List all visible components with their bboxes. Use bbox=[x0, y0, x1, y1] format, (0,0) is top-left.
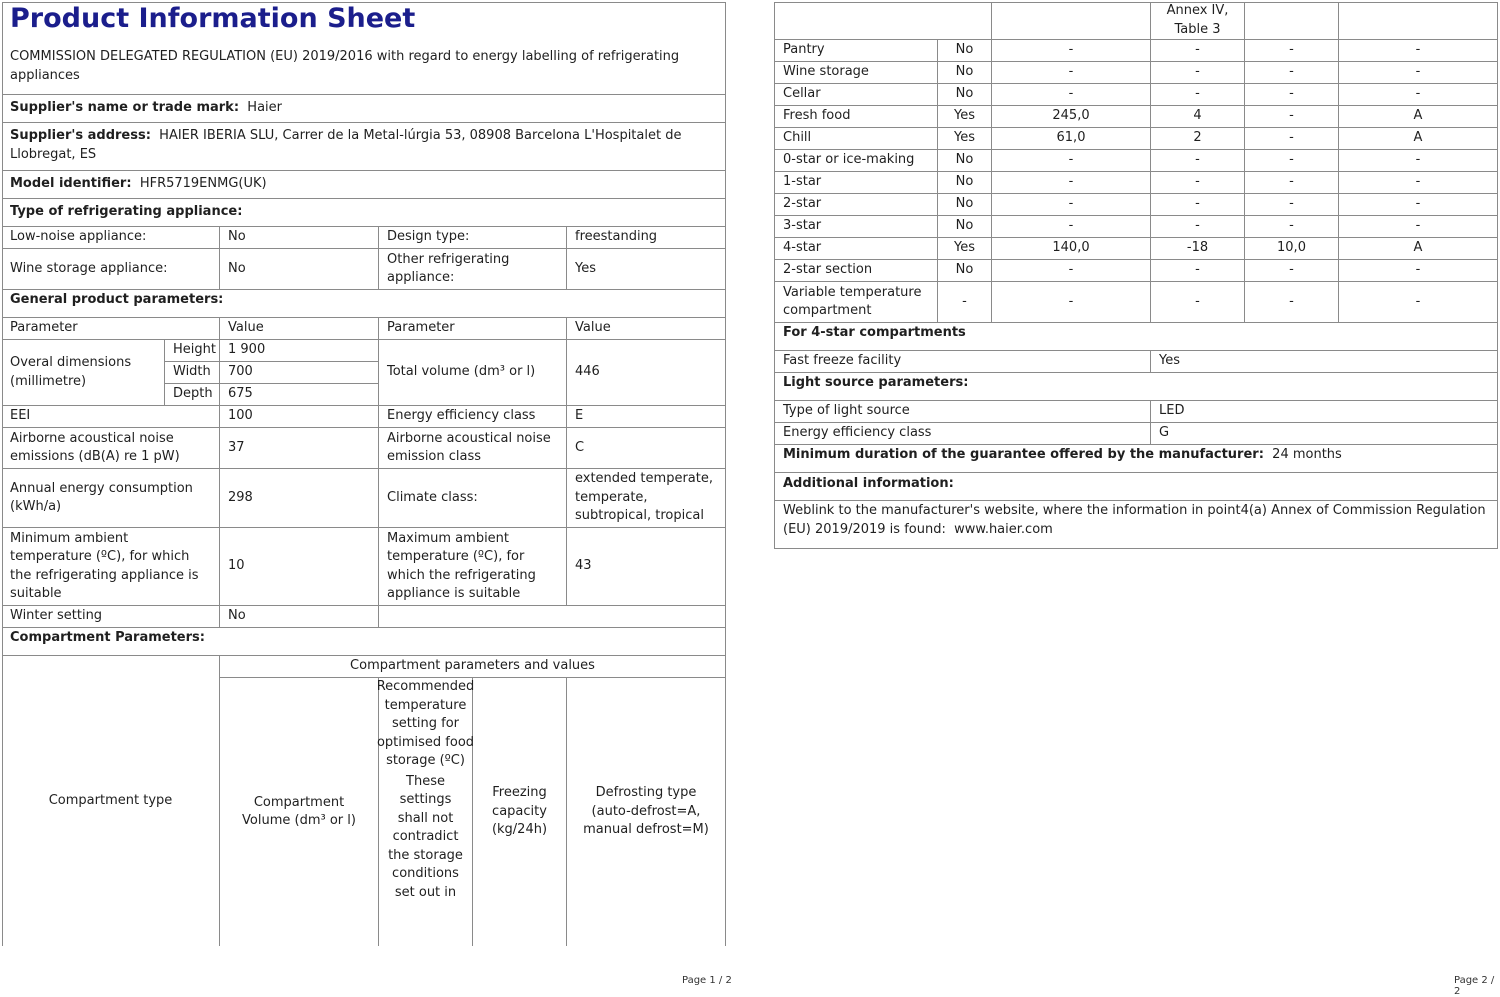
compartment-freezing-cell: - bbox=[1289, 42, 1294, 58]
noise-class-value: C bbox=[575, 439, 585, 455]
type-label: Type of refrigerating appliance: bbox=[10, 204, 243, 220]
compartment-volume-cell: - bbox=[1068, 64, 1074, 80]
height-value: 1 900 bbox=[228, 342, 266, 358]
compartment-temp-cell: - bbox=[1195, 64, 1200, 80]
recommended-temp-header bbox=[376, 678, 475, 946]
compartment-defrost-cell: - bbox=[1415, 42, 1421, 58]
compartment-label: Compartment Parameters: bbox=[10, 629, 205, 645]
depth-label: Depth bbox=[173, 386, 213, 402]
max-ambient-label: Maximum ambient temperature (ºC), for which the refrigerating appliance is suitable bbox=[387, 530, 536, 601]
compartment-temp-cell: - bbox=[1195, 196, 1200, 212]
compartment-temp-cell: - bbox=[1195, 86, 1200, 102]
compartment-freezing-cell: 10,0 bbox=[1277, 240, 1306, 256]
min-ambient-value: 10 bbox=[228, 558, 245, 574]
guarantee-row bbox=[775, 445, 1495, 465]
compartment-defrost-cell: - bbox=[1415, 293, 1421, 309]
compartment-defrost-cell: A bbox=[1413, 108, 1423, 124]
height-label: Height bbox=[173, 342, 216, 358]
max-ambient-value: 43 bbox=[575, 558, 592, 574]
defrosting-header: Defrosting type (auto-defrost=A, manual defrost=M) bbox=[583, 785, 709, 838]
guarantee-value: 24 months bbox=[1272, 446, 1342, 462]
general-label: General product parameters: bbox=[10, 291, 224, 307]
compartment-defrost-cell: A bbox=[1413, 240, 1423, 256]
compartment-defrost-cell: - bbox=[1415, 262, 1421, 278]
compartment-temp-cell: 4 bbox=[1193, 108, 1202, 124]
compartment-volume-cell: - bbox=[1068, 218, 1074, 234]
compartment-volume-cell: 61,0 bbox=[1056, 130, 1086, 146]
noise-value: 37 bbox=[228, 439, 245, 455]
compartment-present-cell: Yes bbox=[954, 130, 975, 146]
compartment-present-cell: Yes bbox=[954, 108, 975, 124]
compartment-name-cell: 4-star bbox=[783, 240, 822, 256]
compartment-name-cell: Fresh food bbox=[783, 108, 851, 124]
compartment-temp-cell: - bbox=[1195, 42, 1200, 58]
compartment-temp-cell: - bbox=[1195, 152, 1200, 168]
compartment-freezing-cell: - bbox=[1289, 108, 1294, 124]
fast-freeze-label: Fast freeze facility bbox=[783, 353, 902, 369]
compartment-freezing-cell: - bbox=[1289, 130, 1294, 146]
compartment-temp-cell: 2 bbox=[1193, 130, 1202, 146]
comp-volume-header: Compartment Volume (dm³ or l) bbox=[242, 794, 356, 828]
compartment-name-cell: Wine storage bbox=[783, 64, 869, 80]
recommended-note-text: These settings shall not contradict the storage conditions set out in bbox=[388, 773, 463, 900]
compartment-name-cell: Chill bbox=[783, 130, 812, 146]
other-label: Other refrigerating appliance: bbox=[387, 251, 510, 285]
additional-label: Additional information: bbox=[783, 475, 954, 491]
compartment-defrost-cell: A bbox=[1413, 130, 1423, 146]
width-label: Width bbox=[173, 364, 211, 380]
compartment-name-cell: Variable temperature compartment bbox=[783, 284, 922, 318]
annual-label: Annual energy consumption (kWh/a) bbox=[10, 480, 193, 514]
ee-class-label: Energy efficiency class bbox=[387, 408, 536, 424]
compartment-name-cell: 2-star section bbox=[783, 262, 873, 278]
compartment-temp-cell: - bbox=[1195, 262, 1200, 278]
regulation-text: COMMISSION DELEGATED REGULATION (EU) 2019/2016 with regard to energy labelling of refrigerating appliances bbox=[10, 49, 680, 83]
supplier-address-value: HAIER IBERIA SLU, Carrer de la Metal-lúrgia 53, 08908 Barcelona L'Hospitalet de Llobregat, ES bbox=[10, 128, 682, 162]
compartment-defrost-cell: - bbox=[1415, 64, 1421, 80]
model-row bbox=[2, 171, 722, 198]
compartment-defrost-cell: - bbox=[1415, 196, 1421, 212]
model-label: Model identifier: bbox=[10, 176, 132, 192]
weblink[interactable]: www.haier.com bbox=[954, 521, 1053, 537]
ee-class-value: E bbox=[575, 408, 584, 424]
compartment-freezing-cell: - bbox=[1289, 262, 1294, 278]
compartment-present-cell: No bbox=[955, 196, 974, 212]
eei-value: 100 bbox=[228, 408, 253, 424]
noise-label: Airborne acoustical noise emissions (dB(A) re 1 pW) bbox=[10, 430, 180, 464]
climate-value: extended temperate, temperate, subtropical, tropical bbox=[575, 471, 713, 524]
compartment-volume-cell: - bbox=[1068, 196, 1074, 212]
compartment-present-cell: - bbox=[962, 293, 967, 309]
compartment-name-cell: 1-star bbox=[783, 174, 822, 190]
eei-label: EEI bbox=[10, 408, 31, 424]
compartment-present-cell: No bbox=[955, 64, 974, 80]
model-value: HFR5719ENMG(UK) bbox=[139, 176, 267, 192]
comp-type-header: Compartment type bbox=[48, 792, 173, 808]
compartment-volume-cell: - bbox=[1068, 262, 1074, 278]
compartment-present-cell: No bbox=[955, 262, 974, 278]
page-title: Product Information Sheet bbox=[10, 3, 416, 34]
compartment-volume-cell: - bbox=[1068, 42, 1074, 58]
param-header-1: Parameter bbox=[10, 320, 78, 336]
annex-header: Annex IV, Table 3 bbox=[1166, 3, 1229, 37]
winter-value: No bbox=[228, 608, 246, 624]
page-number-1: Page 1 / 2 bbox=[682, 975, 732, 986]
recommended-temp-text: Recommended temperature setting for optimised food storage (ºC) bbox=[376, 679, 475, 768]
supplier-name-row bbox=[2, 95, 722, 122]
compartment-volume-cell: - bbox=[1068, 152, 1074, 168]
compartment-freezing-cell: - bbox=[1289, 174, 1294, 190]
compartment-volume-cell: - bbox=[1068, 174, 1074, 190]
winter-label: Winter setting bbox=[10, 608, 103, 624]
low-noise-value: No bbox=[228, 229, 246, 245]
compartment-name-cell: Pantry bbox=[783, 42, 825, 58]
compartment-freezing-cell: - bbox=[1289, 218, 1294, 234]
annual-value: 298 bbox=[228, 489, 253, 505]
depth-value: 675 bbox=[228, 386, 253, 402]
four-star-label: For 4-star compartments bbox=[783, 324, 966, 340]
compartment-defrost-cell: - bbox=[1415, 218, 1421, 234]
compartment-present-cell: No bbox=[955, 86, 974, 102]
value-header-2: Value bbox=[575, 320, 611, 336]
design-value: freestanding bbox=[575, 229, 658, 245]
freezing-capacity-header: Freezing capacity (kg/24h) bbox=[491, 785, 548, 838]
total-volume-value: 446 bbox=[575, 364, 600, 380]
compartment-name-cell: 3-star bbox=[783, 218, 822, 234]
compartment-defrost-cell: - bbox=[1415, 86, 1421, 102]
compartment-present-cell: No bbox=[955, 174, 974, 190]
weblink-row bbox=[775, 501, 1497, 547]
total-volume-label: Total volume (dm³ or l) bbox=[387, 364, 536, 380]
light-class-value: G bbox=[1159, 425, 1170, 441]
compartment-temp-cell: -18 bbox=[1186, 240, 1209, 256]
param-header-2: Parameter bbox=[387, 320, 455, 336]
light-type-label: Type of light source bbox=[783, 403, 910, 419]
fast-freeze-value: Yes bbox=[1159, 353, 1180, 369]
wine-label: Wine storage appliance: bbox=[10, 260, 168, 276]
compartment-volume-cell: 245,0 bbox=[1052, 108, 1090, 124]
value-header-1: Value bbox=[228, 320, 264, 336]
dimensions-label: Overal dimensions (millimetre) bbox=[10, 355, 132, 389]
noise-class-label: Airborne acoustical noise emission class bbox=[387, 430, 551, 464]
width-value: 700 bbox=[228, 364, 253, 380]
compartment-name-cell: 2-star bbox=[783, 196, 822, 212]
supplier-name-value: Haier bbox=[247, 100, 282, 116]
compartment-volume-cell: - bbox=[1068, 293, 1074, 309]
compartment-volume-cell: 140,0 bbox=[1052, 240, 1090, 256]
compartment-present-cell: No bbox=[955, 152, 974, 168]
compartment-name-cell: Cellar bbox=[783, 86, 821, 102]
min-ambient-label: Minimum ambient temperature (ºC), for which the refrigerating appliance is suitable bbox=[10, 530, 199, 601]
compartment-temp-cell: - bbox=[1195, 174, 1200, 190]
supplier-address-label: Supplier's address: bbox=[10, 128, 151, 143]
compartment-name-cell: 0-star or ice-making bbox=[783, 152, 915, 168]
compartment-present-cell: No bbox=[955, 218, 974, 234]
compartment-present-cell: No bbox=[955, 42, 974, 58]
supplier-name-label: Supplier's name or trade mark: bbox=[10, 100, 240, 116]
compartment-freezing-cell: - bbox=[1289, 293, 1294, 309]
light-class-label: Energy efficiency class bbox=[783, 425, 932, 441]
compartment-present-cell: Yes bbox=[954, 240, 975, 256]
light-label: Light source parameters: bbox=[783, 374, 969, 390]
compartment-temp-cell: - bbox=[1195, 293, 1200, 309]
supplier-address-row bbox=[2, 123, 722, 170]
other-value: Yes bbox=[575, 260, 596, 276]
comp-param-values-header: Compartment parameters and values bbox=[350, 658, 595, 674]
light-type-value: LED bbox=[1159, 403, 1185, 419]
design-label: Design type: bbox=[387, 229, 470, 245]
compartment-freezing-cell: - bbox=[1289, 86, 1294, 102]
page-number-2: Page 2 / 2 bbox=[1454, 975, 1495, 997]
wine-value: No bbox=[228, 260, 246, 276]
compartment-freezing-cell: - bbox=[1289, 196, 1294, 212]
compartment-freezing-cell: - bbox=[1289, 152, 1294, 168]
guarantee-label: Minimum duration of the guarantee offered by the manufacturer: bbox=[783, 446, 1264, 462]
compartment-volume-cell: - bbox=[1068, 86, 1074, 102]
compartment-defrost-cell: - bbox=[1415, 152, 1421, 168]
compartment-defrost-cell: - bbox=[1415, 174, 1421, 190]
weblink-text: Weblink to the manufacturer's website, where the information in point4(a) Annex of Commission Regulation (EU) 2019/2019 is found: bbox=[783, 503, 1486, 537]
climate-label: Climate class: bbox=[387, 489, 478, 505]
compartment-temp-cell: - bbox=[1195, 218, 1200, 234]
compartment-freezing-cell: - bbox=[1289, 64, 1294, 80]
low-noise-label: Low-noise appliance: bbox=[10, 229, 147, 245]
